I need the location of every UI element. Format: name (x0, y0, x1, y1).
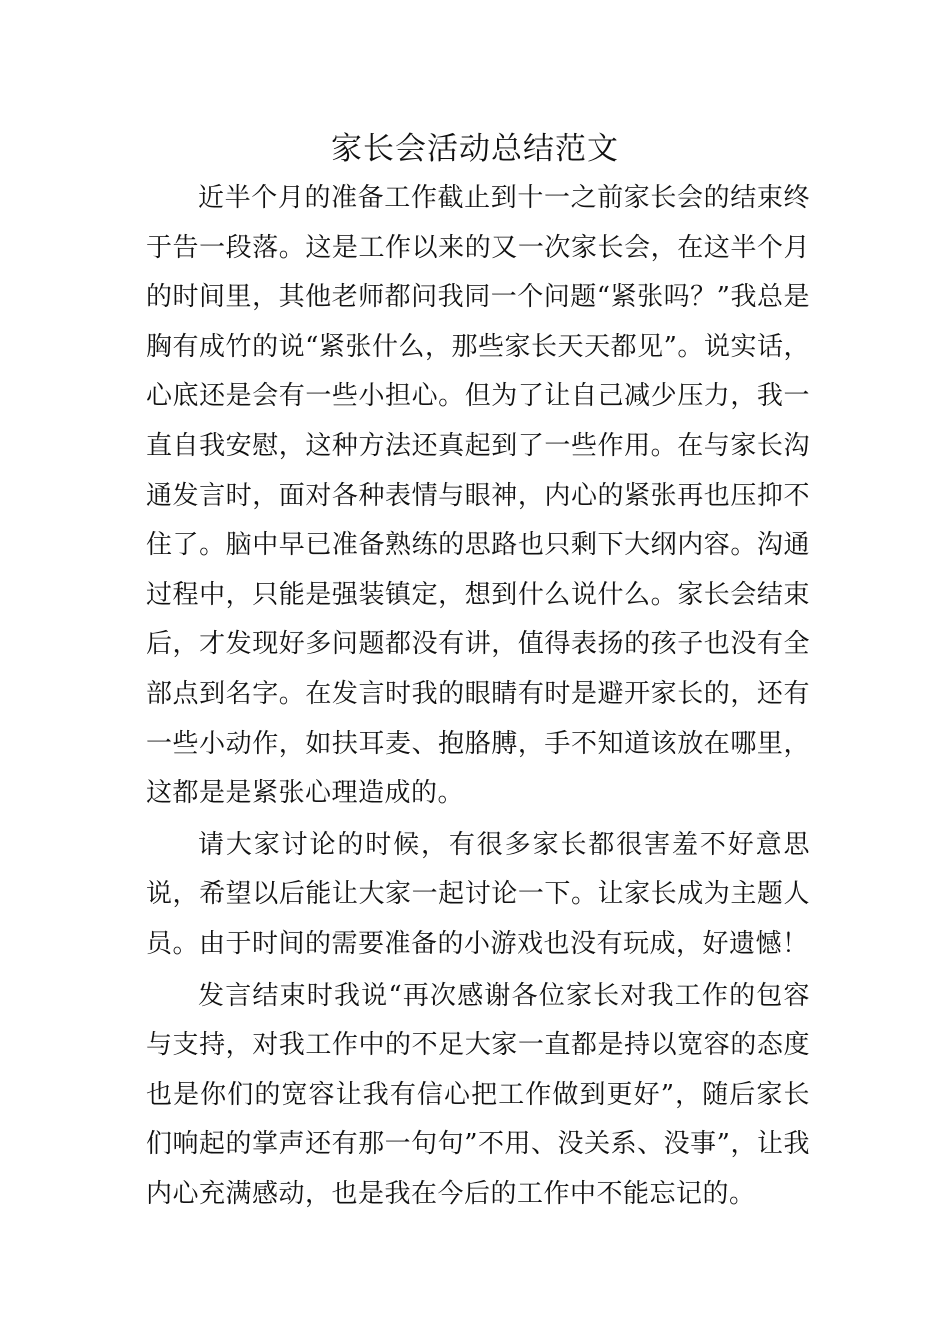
paragraph-2: 请大家讨论的时候，有很多家长都很害羞不好意思说，希望以后能让大家一起讨论一下。让家长成为主题人员。由于时间的需要准备的小游戏也没有玩成，好遗憾！ (146, 829, 810, 959)
document-title: 家长会活动总结范文 (331, 131, 619, 167)
document-body (146, 174, 810, 1219)
paragraph-3: 发言结束时我说“再次感谢各位家长对我工作的包容与支持，对我工作中的不足大家一直都是持以宽容的态度也是你们的宽容让我有信心把工作做到更好”，随后家长们响起的掌声还有那一句句”不用、没关系、没事”，让我内心充满感动，也是我在今后的工作中不能忘记的。 (146, 980, 810, 1209)
paragraph-1: 近半个月的准备工作截止到十一之前家长会的结束终于告一段落。这是工作以来的又一次家长会，在这半个月的时间里，其他老师都问我同一个问题“紧张吗？”我总是胸有成竹的说“紧张什么，那些家长天天都见”。说实话，心底还是会有一些小担心。但为了让自己减少压力，我一直自我安慰，这种方法还真起到了一些作用。在与家长沟通发言时，面对各种表情与眼神，内心的紧张再也压抑不住了。脑中早已准备熟练的思路也只剩下大纲内容。沟通过程中，只能是强装镇定，想到什么说什么。家长会结束后，才发现好多问题都没有讲，值得表扬的孩子也没有全部点到名字。在发言时我的眼睛有时是避开家长的，还有一些小动作，如扶耳麦、抱胳膊，手不知道该放在哪里，这都是是紧张心理造成的。 (146, 183, 810, 809)
